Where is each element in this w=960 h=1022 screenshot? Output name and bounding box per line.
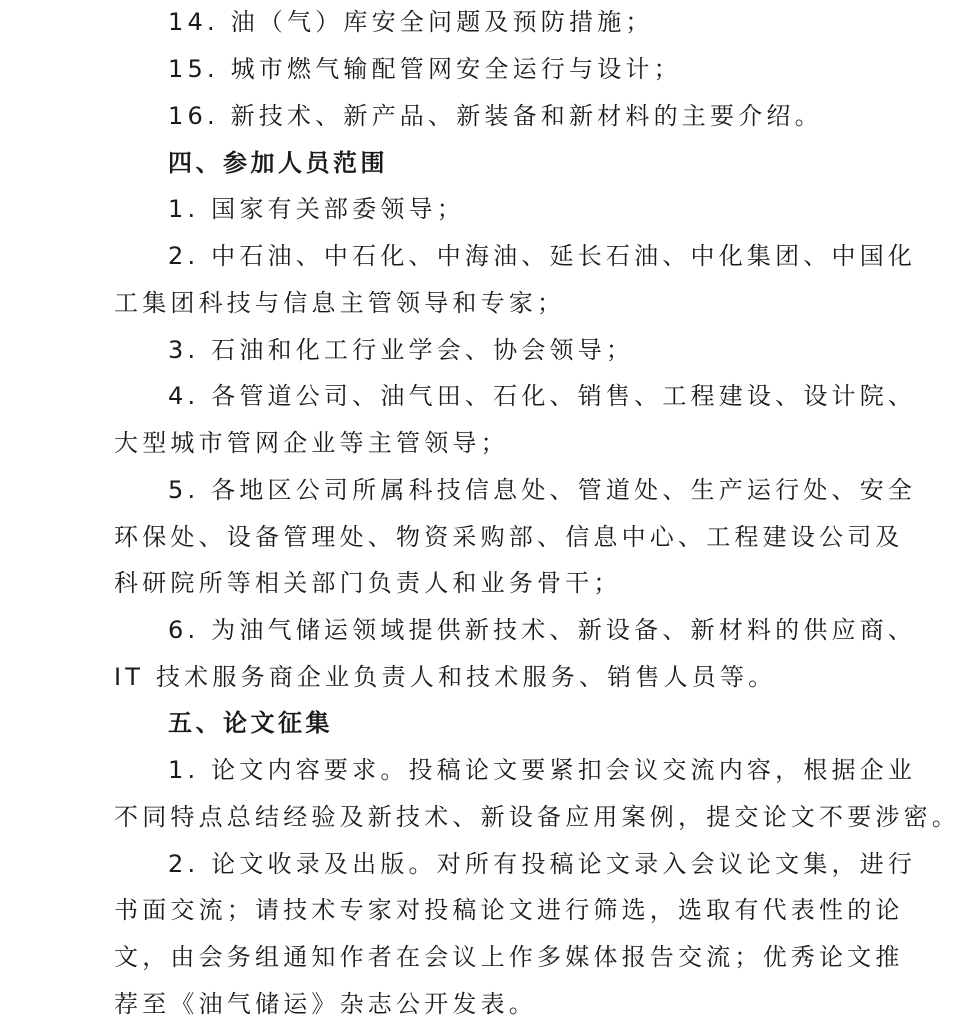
list-item-14: 14. 油（气）库安全问题及预防措施； — [168, 8, 654, 36]
participant-item-2-continued: 工集团科技与信息主管领导和专家； — [114, 289, 566, 317]
section-heading-participants: 四、参加人员范围 — [168, 149, 388, 177]
paper-item-2: 2. 论文收录及出版。对所有投稿论文录入会议论文集，进行 — [168, 850, 917, 878]
paper-item-1: 1. 论文内容要求。投稿论文要紧扣会议交流内容，根据企业 — [168, 756, 917, 784]
participant-item-3: 3. 石油和化工行业学会、协会领导； — [168, 336, 635, 364]
paper-item-2-continued-3: 荐至《油气储运》杂志公开发表。 — [114, 990, 537, 1018]
paper-item-2-continued-2: 文，由会务组通知作者在会议上作多媒体报告交流；优秀论文推 — [114, 943, 904, 971]
participant-item-5-continued-2: 科研院所等相关部门负责人和业务骨干； — [114, 569, 622, 597]
paper-item-2-continued: 书面交流；请技术专家对投稿论文进行筛选，选取有代表性的论 — [114, 896, 904, 924]
list-item-15: 15. 城市燃气输配管网安全运行与设计； — [168, 55, 682, 83]
participant-item-6: 6. 为油气储运领域提供新技术、新设备、新材料的供应商、 — [168, 616, 917, 644]
list-item-16: 16. 新技术、新产品、新装备和新材料的主要介绍。 — [168, 102, 823, 130]
participant-item-2: 2. 中石油、中石化、中海油、延长石油、中化集团、中国化 — [168, 242, 917, 270]
participant-item-5-continued: 环保处、设备管理处、物资采购部、信息中心、工程建设公司及 — [114, 523, 904, 551]
participant-item-1: 1. 国家有关部委领导； — [168, 195, 465, 223]
participant-item-6-continued: IT 技术服务商企业负责人和技术服务、销售人员等。 — [114, 663, 777, 691]
participant-item-4: 4. 各管道公司、油气田、石化、销售、工程建设、设计院、 — [168, 382, 917, 410]
participant-item-5: 5. 各地区公司所属科技信息处、管道处、生产运行处、安全 — [168, 476, 917, 504]
section-heading-papers: 五、论文征集 — [168, 709, 333, 737]
paper-item-1-continued: 不同特点总结经验及新技术、新设备应用案例，提交论文不要涉密。 — [114, 803, 960, 831]
participant-item-4-continued: 大型城市管网企业等主管领导； — [114, 429, 509, 457]
